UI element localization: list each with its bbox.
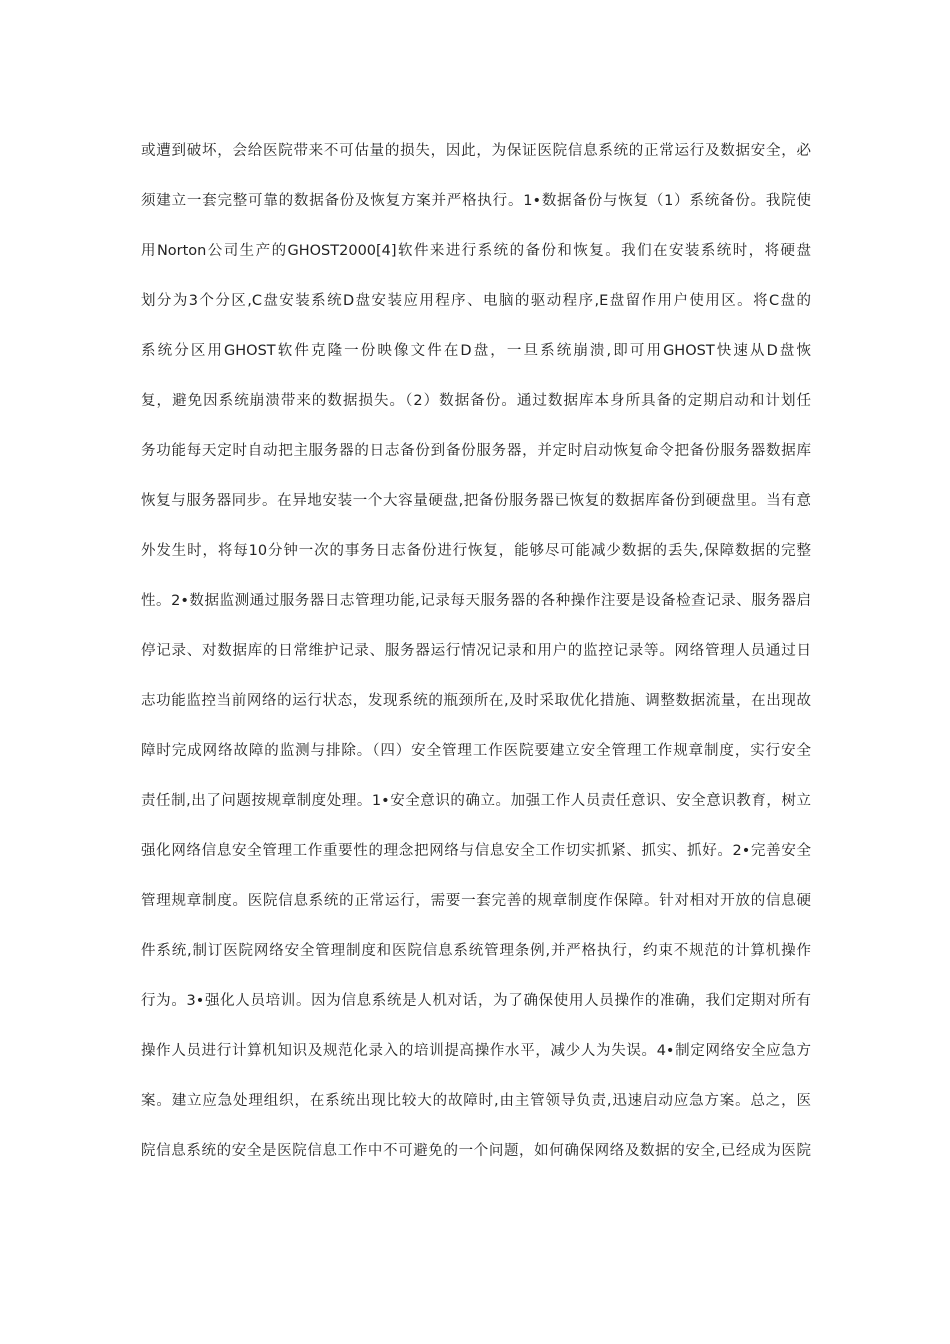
text-line-12: 志功能监控当前网络的运行状态，发现系统的瓶颈所在,及时采取优化措施、调整数据流量，在出现故	[141, 693, 811, 709]
text-line-1: 或遭到破坏，会给医院带来不可估量的损失，因此，为保证医院信息系统的正常运行及数据安全，必	[141, 143, 811, 159]
text-line-5: 系统分区用GHOST软件克隆一份映像文件在D盘，一旦系统崩溃,即可用GHOST快速从D盘恢	[141, 343, 811, 359]
text-line-18: 行为。3•强化人员培训。因为信息系统是人机对话，为了确保使用人员操作的准确，我们定期对所有	[141, 993, 811, 1009]
text-line-20: 案。建立应急处理组织，在系统出现比较大的故障时,由主管领导负责,迅速启动应急方案。总之，医	[141, 1093, 811, 1109]
text-line-11: 停记录、对数据库的日常维护记录、服务器运行情况记录和用户的监控记录等。网络管理人员通过日	[141, 643, 811, 659]
text-line-17: 件系统,制订医院网络安全管理制度和医院信息系统管理条例,并严格执行，约束不规范的计算机操作	[141, 943, 811, 959]
text-line-6: 复，避免因系统崩溃带来的数据损失。（2）数据备份。通过数据库本身所具备的定期启动和计划任	[141, 393, 811, 409]
text-line-3: 用Norton公司生产的GHOST2000[4]软件来进行系统的备份和恢复。我们在安装系统时，将硬盘	[141, 243, 811, 259]
text-line-10: 性。2•数据监测通过服务器日志管理功能,记录每天服务器的各种操作注要是设备检查记录、服务器启	[141, 593, 811, 609]
text-line-16: 管理规章制度。医院信息系统的正常运行，需要一套完善的规章制度作保障。针对相对开放的信息硬	[141, 893, 811, 909]
text-line-14: 责任制,出了问题按规章制度处理。1•安全意识的确立。加强工作人员责任意识、安全意识教育，树立	[141, 793, 811, 809]
text-line-7: 务功能每天定时自动把主服务器的日志备份到备份服务器，并定时启动恢复命令把备份服务器数据库	[141, 443, 811, 459]
text-line-4: 划分为3个分区,C盘安装系统D盘安装应用程序、电脑的驱动程序,E盘留作用户使用区。将C盘的	[141, 293, 811, 309]
body-text	[141, 133, 811, 1183]
text-line-13: 障时完成网络故障的监测与排除。（四）安全管理工作医院要建立安全管理工作规章制度，实行安全	[141, 743, 811, 759]
text-line-9: 外发生时，将每10分钟一次的事务日志备份进行恢复，能够尽可能减少数据的丢失,保障数据的完整	[141, 543, 811, 559]
text-line-21: 院信息系统的安全是医院信息工作中不可避免的一个问题，如何确保网络及数据的安全,已经成为医院	[141, 1143, 811, 1159]
text-line-8: 恢复与服务器同步。在异地安装一个大容量硬盘,把备份服务器已恢复的数据库备份到硬盘里。当有意	[141, 493, 811, 509]
text-line-2: 须建立一套完整可靠的数据备份及恢复方案并严格执行。1•数据备份与恢复（1）系统备份。我院使	[141, 193, 811, 209]
text-line-19: 操作人员进行计算机知识及规范化录入的培训提高操作水平，减少人为失误。4•制定网络安全应急方	[141, 1043, 811, 1059]
text-line-15: 强化网络信息安全管理工作重要性的理念把网络与信息安全工作切实抓紧、抓实、抓好。2•完善安全	[141, 843, 811, 859]
